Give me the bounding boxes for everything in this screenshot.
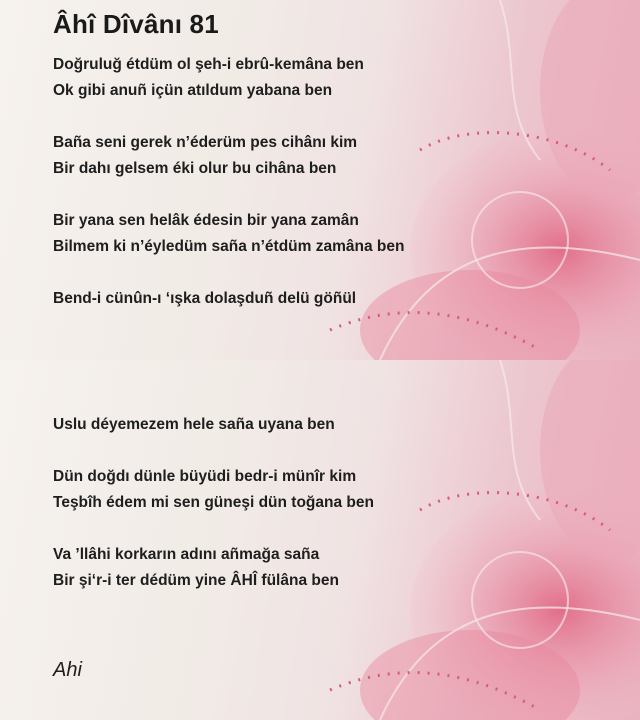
floral-background	[0, 360, 640, 720]
poem-line: Bir dahı gelsem éki olur bu cihâna ben	[53, 160, 337, 177]
poem-line: Va ’llâhi korkarın adını añmağa saña	[53, 546, 320, 563]
poem-line: Dün doğdı dünle büyüdi bedr-i münîr kim	[53, 468, 357, 485]
poem-line: Baña seni gerek n’éderüm pes cihânı kim	[53, 134, 358, 151]
poem-title: Âhî Dîvânı 81	[53, 9, 219, 39]
poem-line: Bend-i cünûn-ı ‘ışka dolaşduñ delü göñül	[53, 290, 357, 307]
poem-line: Bilmem ki n’éyledüm saña n’étdüm zamâna ben	[53, 238, 405, 255]
poem-line: Bir şi‘r-i ter dédüm yine ÂHÎ fülâna ben	[53, 572, 339, 589]
poem-line: Doğruluğ étdüm ol şeh-i ebrû-kemâna ben	[53, 56, 364, 73]
background-panel-bottom	[0, 360, 640, 720]
poem-line: Uslu déyemezem hele saña uyana ben	[53, 416, 335, 433]
poem-line: Ok gibi anuñ içün atıldum yabana ben	[53, 82, 333, 99]
poem-author: Ahi	[53, 659, 82, 681]
poem-line: Bir yana sen helâk édesin bir yana zamân	[53, 212, 359, 229]
poem-line: Teşbîh édem mi sen güneşi dün toğana ben	[53, 494, 374, 511]
